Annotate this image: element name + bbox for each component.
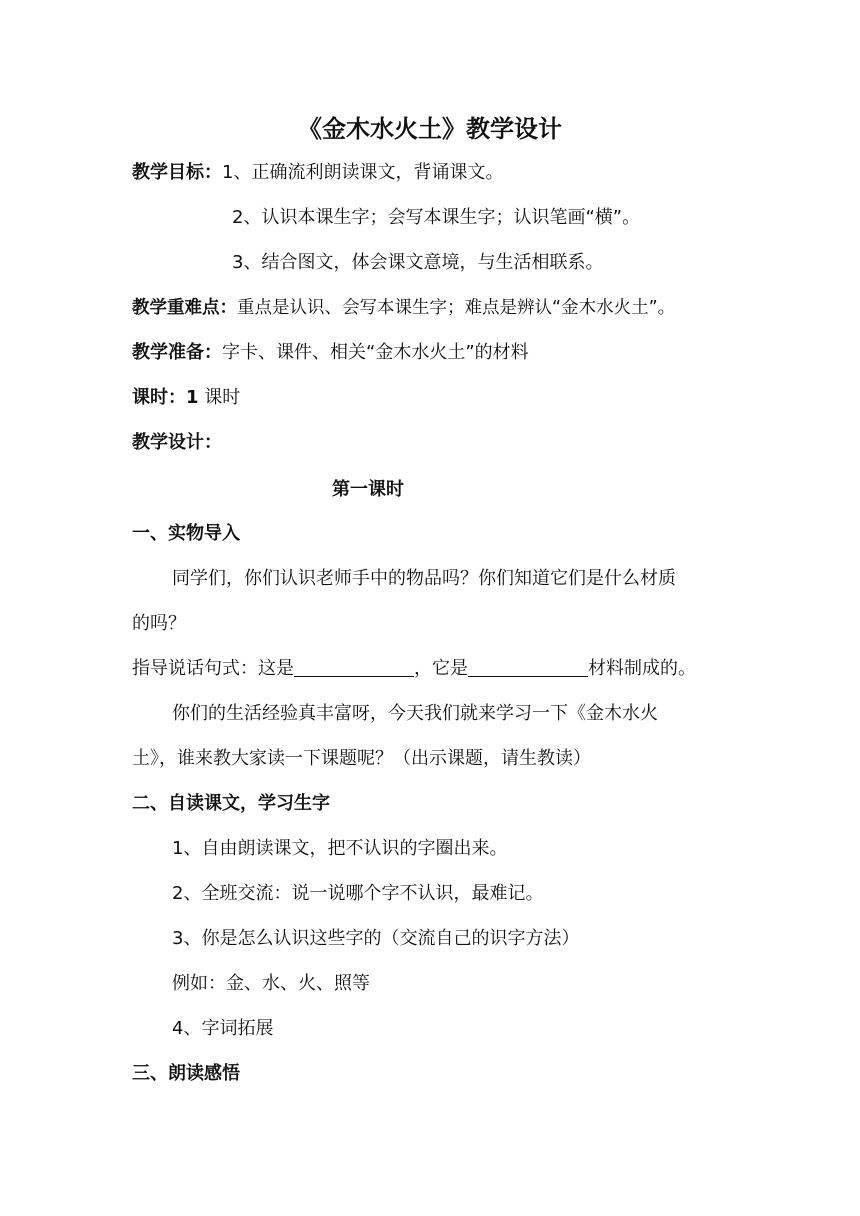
period-number: 1 [186,387,199,408]
list-item: 4、字词拓展 [172,1018,274,1039]
paragraph-line: 你们的生活经验真丰富呀，今天我们就来学习一下《金木水火 [172,703,658,724]
fill-blank [294,658,414,677]
section-heading: 二、自读课文，学习生字 [132,793,330,814]
paragraph-line: 土》，谁来教大家读一下课题呢？（出示课题，请生教读） [132,748,591,769]
sentence-pattern-row [132,657,696,681]
sentence-pattern-middle: ，它是 [414,658,468,679]
objectives-label: 教学目标： [132,162,222,183]
key-points-row [132,296,675,320]
design-label: 教学设计： [132,432,222,453]
section-heading: 一、实物导入 [132,523,240,544]
paragraph-line: 同学们，你们认识老师手中的物品吗？你们知道它们是什么材质 [172,568,676,589]
period-row [132,386,240,410]
sentence-pattern-prefix: 指导说话句式：这是 [132,658,294,679]
list-item: 1、自由朗读课文，把不认识的字圈出来。 [172,838,508,859]
section-heading: 三、朗读感悟 [132,1063,240,1084]
list-item: 2、全班交流：说一说哪个字不认识，最难记。 [172,883,544,904]
document-title: 《金木水火土》教学设计 [298,115,562,143]
period-label: 课时： [132,387,186,408]
preparation-text: 字卡、课件、相关“金木水火土”的材料 [222,342,529,363]
paragraph-line: 的吗？ [132,613,186,634]
objectives-row [132,161,503,185]
key-points-label: 教学重难点： [132,298,237,318]
list-item: 3、你是怎么认识这些字的（交流自己的识字方法） [172,928,580,949]
objective-item: 3、结合图文，体会课文意境，与生活相联系。 [232,252,604,273]
fill-blank [468,658,588,677]
key-points-text: 重点是认识、会写本课生字；难点是辨认“金木水火土”。 [237,298,676,318]
objective-item: 2、认识本课生字；会写本课生字；认识笔画“横”。 [232,207,641,228]
preparation-label: 教学准备： [132,342,222,363]
period-unit: 课时 [204,387,241,408]
list-item: 例如：金、水、火、照等 [172,973,370,994]
lesson-heading: 第一课时 [332,479,404,500]
sentence-pattern-suffix: 材料制成的。 [588,658,696,679]
preparation-row [132,341,529,365]
objective-item: 1、正确流利朗读课文，背诵课文。 [222,162,504,183]
